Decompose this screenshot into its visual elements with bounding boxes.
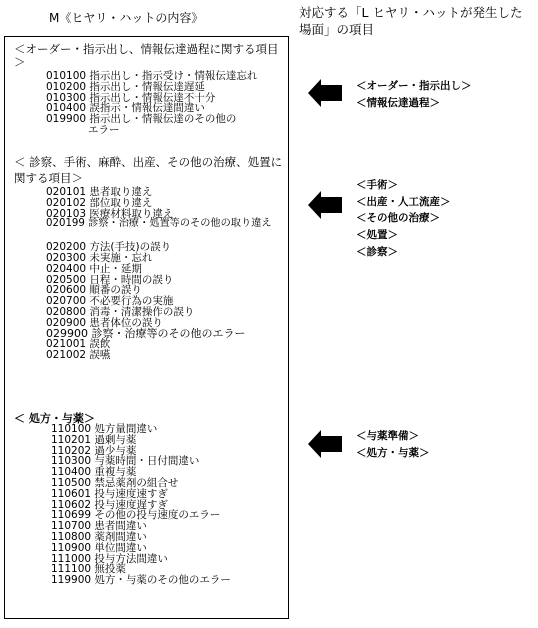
mapping-label: ＜診察＞ xyxy=(356,245,398,258)
list-item: 111100 無投薬 xyxy=(51,563,126,576)
heading-line: ＜オーダー・指示出し、情報伝達過程に関する項目 xyxy=(14,42,279,56)
list-item: 021001 誤飲 xyxy=(46,338,111,351)
list-item: 119900 処方・与薬のその他のエラー xyxy=(51,574,231,587)
list-item: 010300 指示出し・情報伝達不十分 xyxy=(46,91,216,104)
list-item: 110202 過少与薬 xyxy=(51,444,137,457)
mapping-group-order xyxy=(356,78,472,111)
section-items-order xyxy=(46,71,257,136)
list-item: 110900 単位間違い xyxy=(51,541,147,554)
heading-line: 関する項目＞ xyxy=(14,171,83,185)
arrow-left-icon xyxy=(308,430,342,458)
list-item: 110201 過剰与薬 xyxy=(51,433,137,446)
mapping-label: ＜処方・与薬＞ xyxy=(356,446,430,459)
list-item: 020600 順番の誤り xyxy=(46,284,142,297)
mapping-label: ＜オーダー・指示出し＞ xyxy=(356,80,472,92)
list-item: 110700 患者間違い xyxy=(51,520,147,533)
heading-line: ＜ 診察、手術、麻酔、出産、その他の治療、処置に xyxy=(14,155,283,169)
mapping-label: ＜与薬準備＞ xyxy=(356,430,419,442)
arrow-left-icon xyxy=(308,191,342,219)
arrow-left-icon xyxy=(308,79,342,107)
section-heading-prescription: ＜ 処方・与薬＞ xyxy=(14,412,95,425)
left-title: M《ヒヤリ・ハットの内容》 xyxy=(49,11,204,25)
list-item: 020900 患者体位の誤り xyxy=(46,316,163,329)
mapping-group-treatment xyxy=(356,177,451,261)
list-item: 021002 誤嚥 xyxy=(46,349,111,362)
mapping-label: ＜情報伝達過程＞ xyxy=(356,96,440,109)
right-title xyxy=(299,4,522,38)
list-item: 020300 未実施・忘れ xyxy=(46,251,153,264)
list-item: 019900 指示出し・情報伝達のその他の xyxy=(46,113,237,126)
list-item: 020200 方法(手技)の誤り xyxy=(46,241,172,254)
mapping-label: ＜出産・人工流産＞ xyxy=(356,195,451,208)
list-item: 020400 中止・延期 xyxy=(46,262,142,275)
list-item: 111000 投与方法間違い xyxy=(51,552,168,565)
list-item: 110602 投与速度遅すぎ xyxy=(51,498,168,511)
list-item: 110601 投与速度速すぎ xyxy=(51,487,168,500)
list-item: 020199 診察・治療・処置等のその他の取り違え xyxy=(46,218,272,230)
list-item: 020101 患者取り違え xyxy=(46,186,153,198)
right-title-line: 対応する「L ヒヤリ・ハットが発生した xyxy=(299,5,523,20)
list-item: 010100 指示出し・指示受け・情報伝達忘れ xyxy=(46,70,258,82)
mapping-label: ＜手術＞ xyxy=(356,179,398,191)
section-items-treatment xyxy=(46,187,272,361)
mapping-label: ＜処置＞ xyxy=(356,229,398,242)
list-item: 110100 処方量間違い xyxy=(51,423,158,435)
list-item: 010400 誤指示・情報伝達間違い xyxy=(46,102,205,115)
section-heading-order xyxy=(14,43,279,69)
list-item: 020700 不必要行為の実施 xyxy=(46,295,174,308)
list-item: 110699 その他の投与速度のエラー xyxy=(51,509,221,522)
section-items-prescription xyxy=(51,424,231,586)
mapping-label: ＜その他の治療＞ xyxy=(356,212,440,225)
list-item: 110400 重複与薬 xyxy=(51,466,137,479)
list-item: 029900 診察・治療等のその他のエラー xyxy=(46,326,246,340)
section-heading-treatment xyxy=(14,156,282,185)
list-item: エラー xyxy=(88,123,120,136)
list-item: 010200 指示出し・情報伝達遅延 xyxy=(46,80,205,93)
right-title-line: 場面」の項目 xyxy=(299,22,375,37)
list-item: 020102 部位取り違え xyxy=(46,196,153,209)
heading-line: ＞ xyxy=(14,55,26,69)
mapping-group-prescription xyxy=(356,428,430,461)
list-item: 110300 与薬時間・日付間違い xyxy=(51,455,200,468)
list-item: 110500 禁忌薬剤の組合せ xyxy=(51,476,179,489)
list-item: 020800 消毒・清潔操作の誤り xyxy=(46,305,195,318)
list-item: 110800 薬剤間違い xyxy=(51,530,147,543)
list-item: 020103 医療材料取り違え xyxy=(46,207,174,220)
list-item: 020500 日程・時間の誤り xyxy=(46,273,174,286)
